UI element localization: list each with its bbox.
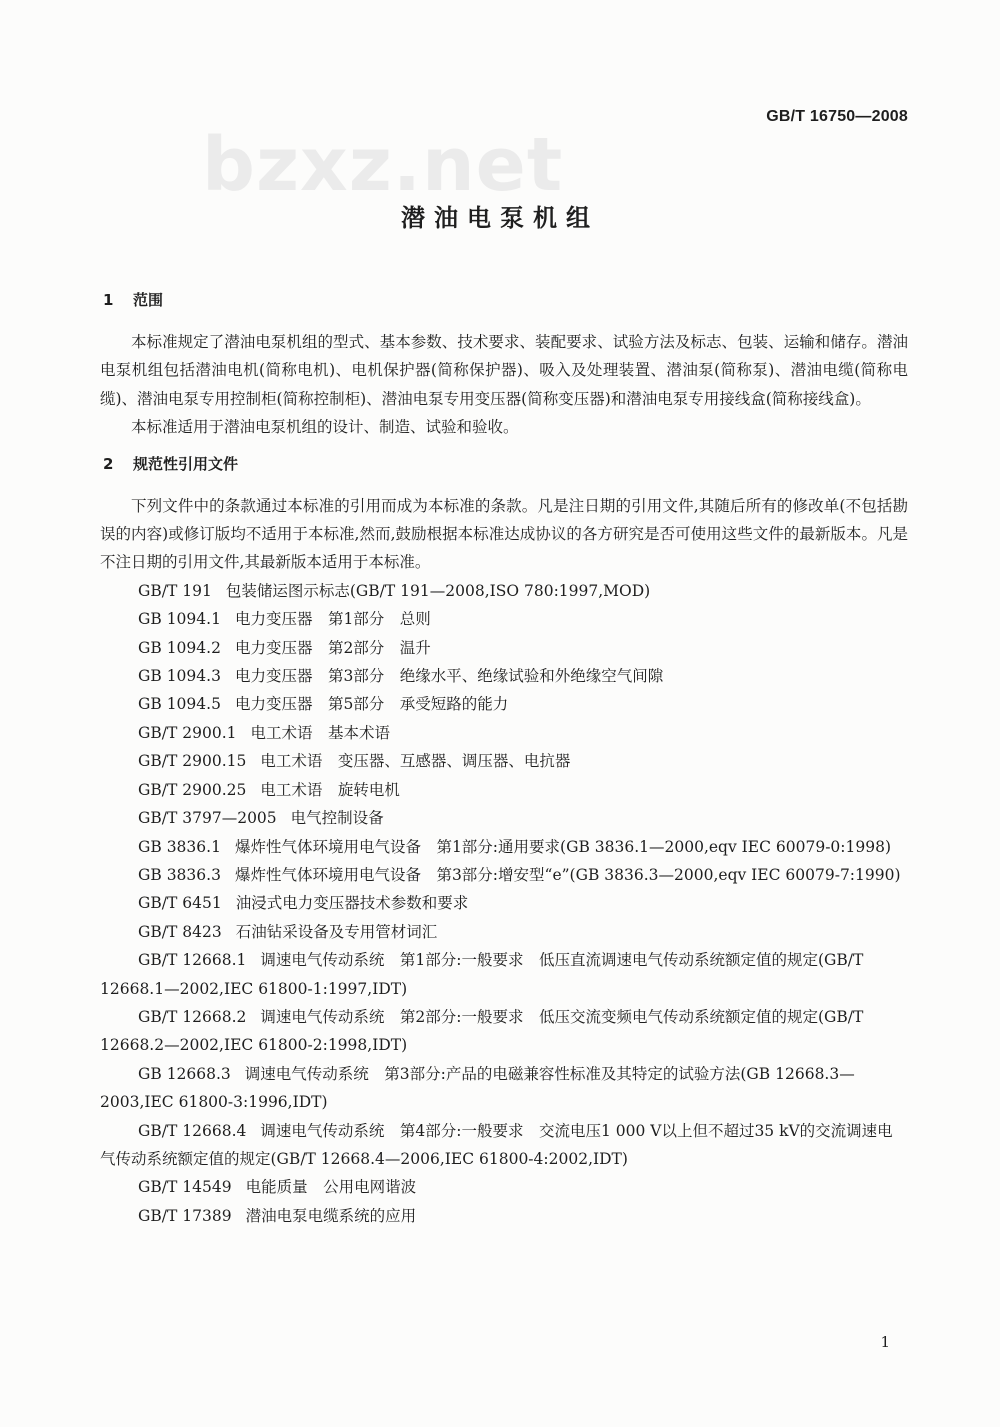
reference-item — [100, 605, 908, 633]
reference-code: GB/T 2900.25 — [138, 780, 247, 799]
reference-code: GB/T 12668.2 — [138, 1007, 247, 1026]
section-title: 规范性引用文件 — [133, 454, 239, 473]
section-number: 2 — [103, 454, 114, 473]
reference-list — [100, 577, 908, 1230]
reference-code: GB 3836.3 — [138, 865, 221, 884]
reference-code: GB 12668.3 — [138, 1064, 231, 1083]
reference-code: GB 1094.3 — [138, 667, 221, 686]
reference-item — [100, 918, 908, 946]
reference-item — [100, 776, 908, 804]
reference-item — [100, 634, 908, 662]
reference-item — [100, 1060, 908, 1117]
reference-title: 石油钻采设备及专用管材词汇 — [235, 922, 438, 941]
reference-code: GB/T 17389 — [138, 1206, 232, 1225]
reference-code: GB 1094.1 — [138, 610, 221, 629]
reference-code: GB/T 12668.4 — [138, 1121, 247, 1140]
reference-code: GB/T 2900.15 — [138, 752, 247, 771]
reference-title: 潜油电泵电缆系统的应用 — [245, 1206, 417, 1225]
standard-number: GB/T 16750—2008 — [766, 108, 908, 125]
reference-title: 油浸式电力变压器技术参数和要求 — [235, 894, 469, 913]
reference-title: 调速电气传动系统 第4部分:一般要求 交流电压1 000 V以上但不超过35 kV的交流调速电气传动系统额定值的规定(GB/T 12668.4—2006,IEC 61800-4:2002,IDT) — [100, 1121, 893, 1168]
reference-item — [100, 577, 908, 605]
reference-item — [100, 946, 908, 1003]
reference-title: 电力变压器 第5部分 承受短路的能力 — [234, 695, 509, 714]
reference-code: GB 1094.2 — [138, 638, 221, 657]
reference-code: GB/T 8423 — [138, 922, 222, 941]
reference-title: 爆炸性气体环境用电气设备 第1部分:通用要求(GB 3836.1—2000,eqv IEC 60079-0:1998) — [234, 837, 892, 856]
reference-code: GB/T 14549 — [138, 1178, 232, 1197]
reference-title: 电工术语 旋转电机 — [260, 780, 400, 799]
reference-title: 调速电气传动系统 第2部分:一般要求 低压交流变频电气传动系统额定值的规定(GB/T 12668.2—2002,IEC 61800-2:1998,IDT) — [100, 1007, 864, 1055]
reference-title: 电力变压器 第3部分 绝缘水平、绝缘试验和外绝缘空气间隙 — [234, 667, 664, 686]
references-intro: 下列文件中的条款通过本标准的引用而成为本标准的条款。凡是注日期的引用文件,其随后所有的修改单(不包括勘误的内容)或修订版均不适用于本标准,然而,鼓励根据本标准达成协议的各方研究是否可使用这些文件的最新版本。凡是不注日期的引用文件,其最新版本适用于本标准。 — [100, 496, 908, 572]
reference-code: GB 1094.5 — [138, 695, 221, 714]
reference-code: GB/T 3797—2005 — [138, 809, 277, 828]
reference-item — [100, 690, 908, 718]
reference-item — [100, 804, 908, 832]
reference-item — [100, 1173, 908, 1201]
reference-item — [100, 889, 908, 917]
reference-item — [100, 833, 908, 861]
reference-item — [100, 861, 908, 889]
reference-item — [100, 662, 908, 690]
reference-item — [100, 1003, 908, 1060]
section-heading-normative-references — [100, 450, 908, 478]
section-number: 1 — [103, 291, 114, 309]
reference-code: GB/T 6451 — [138, 894, 222, 913]
reference-item — [100, 719, 908, 747]
reference-title: 电工术语 基本术语 — [250, 723, 391, 742]
reference-title: 电工术语 变压器、互感器、调压器、电抗器 — [260, 752, 571, 771]
reference-title: 电力变压器 第1部分 总则 — [234, 610, 431, 629]
reference-title: 爆炸性气体环境用电气设备 第3部分:增安型“e”(GB 3836.3—2000,eqv IEC 60079-7:1990) — [234, 865, 901, 884]
reference-title: 调速电气传动系统 第1部分:一般要求 低压直流调速电气传动系统额定值的规定(GB/T 12668.1—2002,IEC 61800-1:1997,IDT) — [100, 951, 864, 998]
reference-code: GB 3836.1 — [138, 837, 221, 856]
reference-title: 调速电气传动系统 第3部分:产品的电磁兼容性标准及其特定的试验方法(GB 12668.3—2003,IEC 61800-3:1996,IDT) — [100, 1064, 855, 1112]
reference-title: 包装储运图示标志(GB/T 191—2008,ISO 780:1997,MOD) — [225, 581, 651, 600]
watermark: bzxz.net — [202, 122, 564, 208]
reference-title: 电气控制设备 — [290, 809, 384, 828]
reference-item — [100, 1202, 908, 1230]
reference-code: GB/T 191 — [138, 581, 212, 600]
reference-code: GB/T 2900.1 — [138, 723, 237, 742]
reference-title: 电力变压器 第2部分 温升 — [234, 638, 431, 657]
document-title: 潜油电泵机组 — [401, 204, 599, 232]
reference-item — [100, 1117, 908, 1174]
scope-paragraph: 本标准适用于潜油电泵机组的设计、制造、试验和验收。 — [131, 418, 519, 437]
document-body — [100, 286, 908, 1230]
section-title: 范围 — [133, 291, 164, 309]
reference-item — [100, 747, 908, 775]
section-heading-scope — [100, 286, 908, 314]
reference-title: 电能质量 公用电网谐波 — [245, 1178, 417, 1197]
scope-paragraph: 本标准规定了潜油电泵机组的型式、基本参数、技术要求、装配要求、试验方法及标志、包装、运输和储存。潜油电泵机组包括潜油电机(简称电机)、电机保护器(简称保护器)、吸入及处理装置、潜油泵(简称泵)、潜油电缆(简称电缆)、潜油电泵专用控制柜(简称控制柜)、潜油电泵专用变压器(简称变压器)和潜油电泵专用接线盒(简称接线盒)。 — [100, 333, 908, 408]
page-number: 1 — [880, 1333, 890, 1351]
reference-code: GB/T 12668.1 — [138, 951, 247, 970]
